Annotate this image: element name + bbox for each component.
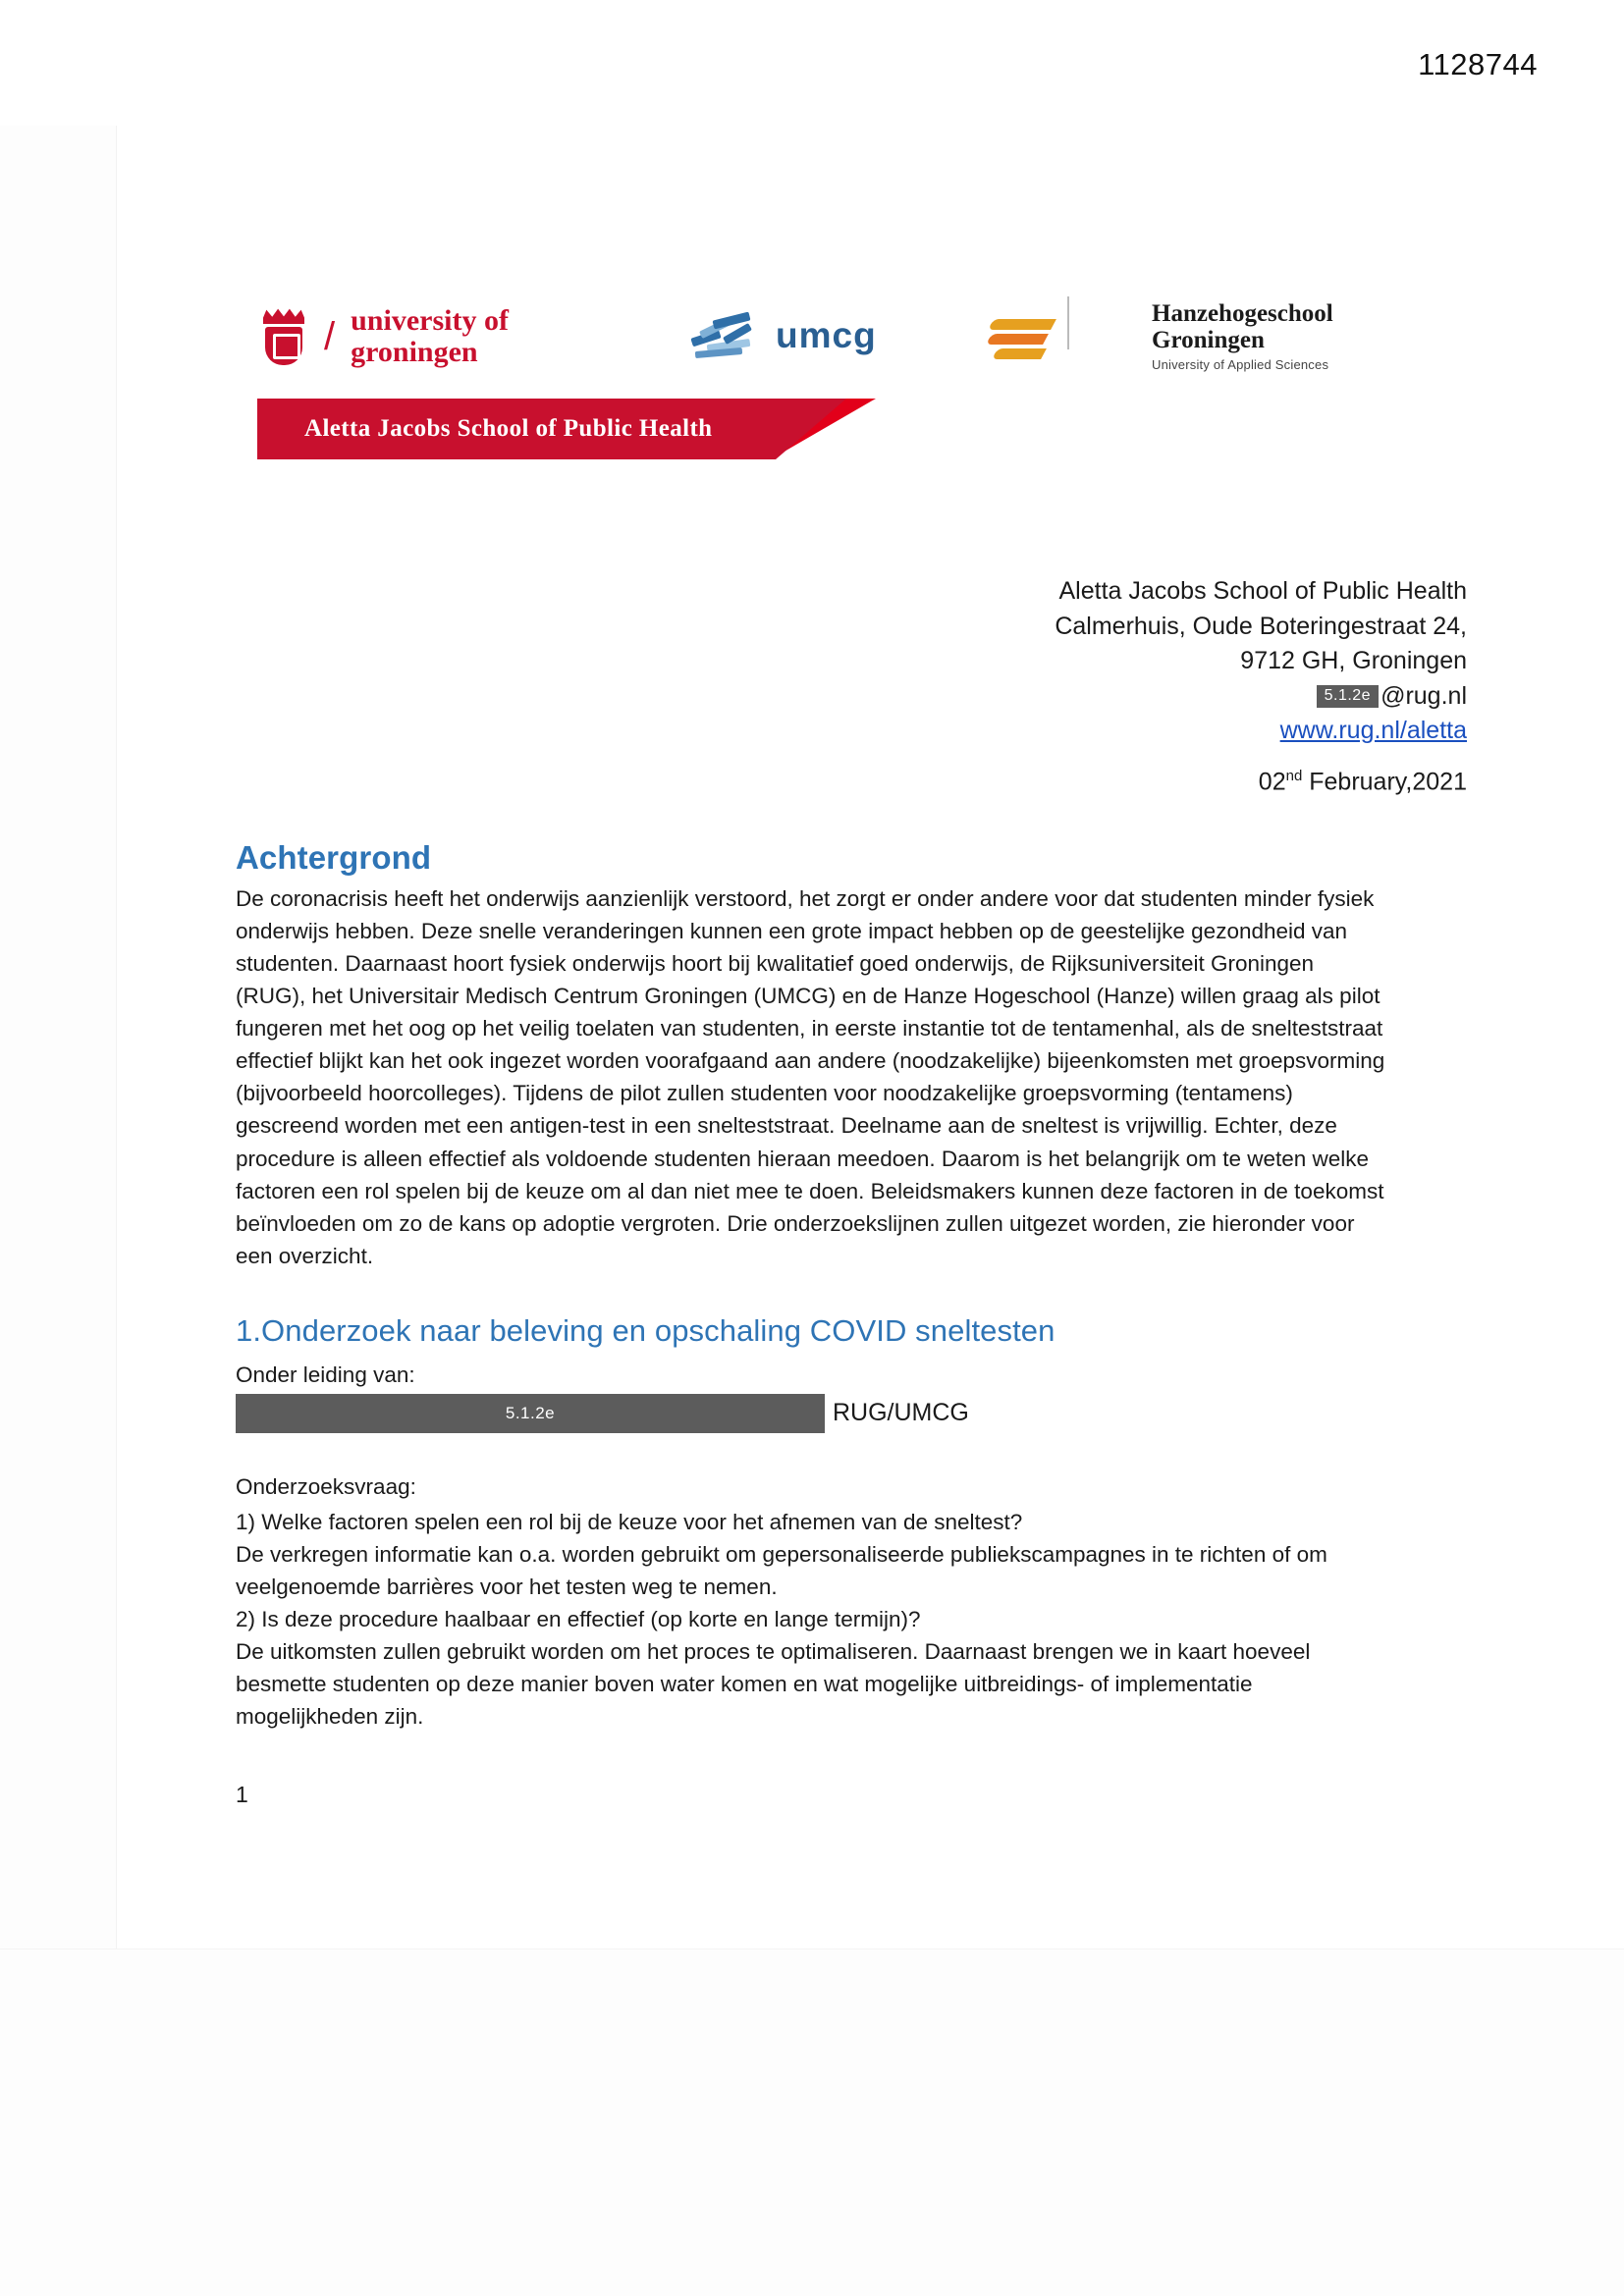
address-line-3: 9712 GH, Groningen — [1240, 647, 1467, 674]
document-content — [236, 839, 1389, 1733]
scan-edge-top — [0, 0, 1624, 126]
hanze-wordmark-line1: Hanzehogeschool — [1152, 300, 1333, 328]
rug-wordmark-line1: university of — [351, 303, 509, 337]
university-of-groningen-logo — [257, 298, 630, 375]
onderzoeksvraag-paragraph: 1) Welke factoren spelen een rol bij de keuze voor het afnemen van de sneltest? — [236, 1509, 1023, 1534]
hanzehogeschool-logo — [989, 294, 1362, 379]
hanze-wordmark — [1152, 301, 1333, 372]
date-rest: February,2021 — [1302, 768, 1467, 796]
address-block — [878, 574, 1467, 749]
rug-crest-icon — [257, 308, 310, 365]
date-day: 02 — [1258, 768, 1286, 796]
paragraph-achtergrond: De coronacrisis heeft het onderwijs aanzienlijk verstoord, het zorgt er onder andere voor dat studenten minder fysiek onderwijs hebben. Deze snelle veranderingen kunnen een grote impact hebben op de geestelijke gezondheid van studenten. Daarnaast hoort fysiek onderwijs hoort bij kwalitatief goed onderwijs, de Rijksuniversiteit Groningen (RUG), het Universitair Medisch Centrum Groningen (UMCG) en de Hanze Hogeschool (Hanze) willen graag als pilot fungeren met het oog op het veilig toelaten van studenten, in eerste instantie tot de tentamenhal, als de snelteststraat effectief blijkt kan het ook ingezet worden voorafgaand aan andere (noodzakelijke) bijeenkomsten met groepsvorming (bijvoorbeeld hoorcolleges). Tijdens de pilot zullen studenten voor noodzakelijke groepsvorming (tentamens) gescreend worden met een antigen-test in een snelteststraat. Deelname aan de sneltest is vrijwillig. Echter, deze procedure is alleen effectief als voldoende studenten hieraan meedoen. Daarom is het belangrijk om te weten welke factoren een rol spelen bij de keuze om al dan niet mee te doen. Beleidsmakers kunnen deze factoren in de toekomst beïnvloeden om zo de kans op adoptie vergroten. Drie onderzoekslijnen zullen uitgezet worden, zie hieronder voor een overzicht. — [236, 886, 1385, 1268]
email-line — [878, 679, 1467, 715]
umcg-bird-icon — [689, 308, 764, 363]
lead-researcher-row — [236, 1394, 1389, 1433]
hanze-wordmark-line2: Groningen — [1152, 326, 1265, 353]
website-line — [878, 714, 1467, 749]
label-onderzoeksvraag: Onderzoeksvraag: — [236, 1473, 416, 1499]
page-number: 1 — [236, 1782, 248, 1807]
heading-achtergrond: Achtergrond — [236, 839, 432, 876]
redaction-lead-researcher: 5.1.2e — [236, 1394, 825, 1433]
onderzoeksvraag-paragraph: 2) Is deze procedure haalbaar en effectief (op korte en lange termijn)? — [236, 1606, 921, 1631]
onderzoeksvraag-block — [236, 1506, 1389, 1733]
rug-wordmark — [351, 305, 509, 369]
redaction-email: 5.1.2e — [1317, 685, 1379, 708]
rug-slash-icon: / — [324, 314, 336, 358]
date-line — [878, 768, 1467, 796]
hanze-flame-icon — [989, 309, 1059, 364]
banner-label: Aletta Jacobs School of Public Health — [304, 415, 713, 442]
date-ordinal: nd — [1285, 768, 1303, 784]
onderzoeksvraag-paragraph: De uitkomsten zullen gebruikt worden om het proces te optimaliseren. Daarnaast brengen we in kaart hoeveel besmette studenten op deze manier boven water komen en wat mogelijke uitbreidings- of implementatie mogelijkheden zijn. — [236, 1639, 1311, 1730]
address-line-2: Calmerhuis, Oude Boteringestraat 24, — [1055, 612, 1467, 640]
rug-wordmark-line2: groningen — [351, 336, 478, 368]
address-line-1: Aletta Jacobs School of Public Health — [1058, 577, 1467, 605]
umcg-wordmark: umcg — [776, 315, 877, 355]
scan-edge-bottom — [0, 1949, 1624, 2296]
aletta-jacobs-banner — [257, 399, 876, 459]
onderzoeksvraag-paragraph: De verkregen informatie kan o.a. worden gebruikt om gepersonaliseerde publiekscampagnes in te richten of om veelgenoemde barrières voor het testen weg te nemen. — [236, 1541, 1327, 1599]
label-onder-leiding-van: Onder leiding van: — [236, 1362, 415, 1387]
website-link[interactable]: www.rug.nl/aletta — [1279, 717, 1467, 744]
lead-affiliation: RUG/UMCG — [833, 1399, 969, 1427]
hanze-wordmark-line3: University of Applied Sciences — [1152, 356, 1329, 372]
hanze-divider — [1067, 296, 1069, 349]
heading-onderzoek-1: 1.Onderzoek naar beleving en opschaling COVID sneltesten — [236, 1312, 1056, 1348]
email-suffix: @rug.nl — [1380, 681, 1467, 710]
document-number: 1128744 — [1418, 47, 1538, 81]
umcg-logo — [689, 294, 954, 377]
logo-band — [257, 294, 1357, 383]
